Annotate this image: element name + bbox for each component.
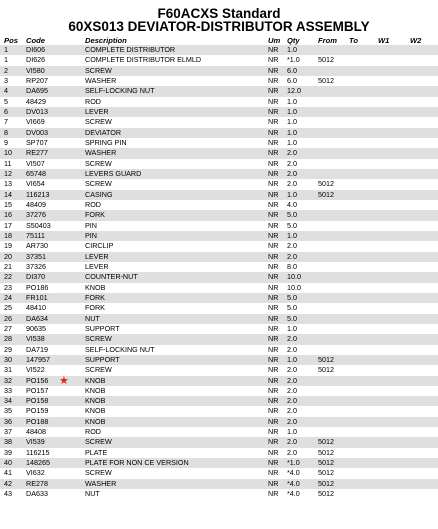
table-row bbox=[0, 272, 438, 282]
part-pos: 40 bbox=[4, 458, 12, 468]
part-um: NR bbox=[268, 437, 279, 447]
part-code: DA633 bbox=[26, 489, 48, 499]
part-pos: 32 bbox=[4, 375, 12, 385]
table-row bbox=[0, 479, 438, 489]
part-pos: 24 bbox=[4, 292, 12, 302]
part-qty: 2.0 bbox=[287, 168, 297, 178]
part-qty: 5.0 bbox=[287, 313, 297, 323]
part-um: NR bbox=[268, 323, 279, 333]
part-code: VI538 bbox=[26, 334, 45, 344]
part-qty: *1.0 bbox=[287, 55, 300, 65]
part-description: FORK bbox=[85, 292, 105, 302]
part-pos: 31 bbox=[4, 365, 12, 375]
part-qty: 1.0 bbox=[287, 323, 297, 333]
part-code: 37351 bbox=[26, 251, 46, 261]
part-qty: 2.0 bbox=[287, 148, 297, 158]
part-code: 65748 bbox=[26, 168, 46, 178]
part-qty: 10.0 bbox=[287, 272, 301, 282]
part-qty: *4.0 bbox=[287, 468, 300, 478]
part-pos: 2 bbox=[4, 65, 8, 75]
part-code: VI580 bbox=[26, 65, 45, 75]
part-description: SCREW bbox=[85, 117, 112, 127]
table-row bbox=[0, 324, 438, 334]
part-code: 48429 bbox=[26, 96, 46, 106]
part-code: 116213 bbox=[26, 189, 50, 199]
table-row bbox=[0, 262, 438, 272]
part-description: SUPPORT bbox=[85, 354, 120, 364]
table-row bbox=[0, 355, 438, 365]
part-qty: 1.0 bbox=[287, 427, 297, 437]
part-code: 48410 bbox=[26, 303, 46, 313]
part-pos: 39 bbox=[4, 447, 12, 457]
part-qty: 1.0 bbox=[287, 106, 297, 116]
part-description: ROD bbox=[85, 427, 101, 437]
part-code: 75111 bbox=[26, 230, 45, 240]
part-qty: 2.0 bbox=[287, 385, 297, 395]
parts-table bbox=[0, 45, 438, 499]
table-row bbox=[0, 159, 438, 169]
part-pos: 13 bbox=[4, 179, 12, 189]
part-description: DEVIATOR bbox=[85, 127, 122, 137]
part-um: NR bbox=[268, 179, 279, 189]
part-pos: 3 bbox=[4, 75, 8, 85]
part-qty: 1.0 bbox=[287, 137, 297, 147]
part-description: SCREW bbox=[85, 437, 112, 447]
table-row bbox=[0, 66, 438, 76]
header-to: To bbox=[349, 36, 358, 45]
part-code: PO156 bbox=[26, 375, 49, 385]
part-pos: 27 bbox=[4, 323, 12, 333]
part-description: SCREW bbox=[85, 468, 112, 478]
part-from: 5012 bbox=[318, 437, 334, 447]
part-pos: 1 bbox=[4, 55, 8, 65]
part-qty: 1.0 bbox=[287, 117, 297, 127]
table-row bbox=[0, 179, 438, 189]
part-description: WASHER bbox=[85, 148, 117, 158]
assembly-title: 60XS013 DEVIATOR-DISTRIBUTOR ASSEMBLY bbox=[68, 19, 370, 34]
part-description: COMPLETE DISTRIBUTOR ELMLD bbox=[85, 55, 202, 65]
part-qty: *1.0 bbox=[287, 458, 300, 468]
part-description: COUNTER-NUT bbox=[85, 272, 138, 282]
part-um: NR bbox=[268, 45, 279, 54]
part-um: NR bbox=[268, 210, 279, 220]
part-pos: 26 bbox=[4, 313, 12, 323]
table-row bbox=[0, 128, 438, 138]
part-pos: 37 bbox=[4, 427, 12, 437]
part-code: RE278 bbox=[26, 478, 48, 488]
part-pos: 34 bbox=[4, 396, 12, 406]
part-qty: *4.0 bbox=[287, 478, 300, 488]
part-description: SPRING PIN bbox=[85, 137, 127, 147]
part-um: NR bbox=[268, 427, 279, 437]
part-qty: 2.0 bbox=[287, 158, 297, 168]
part-description: LEVER bbox=[85, 251, 109, 261]
part-um: NR bbox=[268, 458, 279, 468]
star-icon[interactable]: ★ bbox=[59, 374, 69, 387]
part-pos: 11 bbox=[4, 158, 12, 168]
part-um: NR bbox=[268, 447, 279, 457]
table-row bbox=[0, 107, 438, 117]
part-qty: 2.0 bbox=[287, 416, 297, 426]
header-um: Um bbox=[268, 36, 281, 45]
part-um: NR bbox=[268, 385, 279, 395]
part-code: DI626 bbox=[26, 55, 46, 65]
part-from: 5012 bbox=[318, 478, 334, 488]
part-code: VI539 bbox=[26, 437, 45, 447]
part-pos: 25 bbox=[4, 303, 12, 313]
part-um: NR bbox=[268, 65, 279, 75]
part-pos: 29 bbox=[4, 344, 12, 354]
part-um: NR bbox=[268, 292, 279, 302]
part-description: ROD bbox=[85, 96, 101, 106]
part-pos: 20 bbox=[4, 251, 12, 261]
part-code: DV003 bbox=[26, 127, 48, 137]
part-description: SCREW bbox=[85, 365, 112, 375]
table-row bbox=[0, 148, 438, 158]
part-um: NR bbox=[268, 117, 279, 127]
part-from: 5012 bbox=[318, 55, 334, 65]
part-description: SCREW bbox=[85, 158, 112, 168]
part-um: NR bbox=[268, 220, 279, 230]
part-code: VI632 bbox=[26, 468, 45, 478]
part-qty: 1.0 bbox=[287, 127, 297, 137]
part-from: 5012 bbox=[318, 365, 334, 375]
table-row bbox=[0, 458, 438, 468]
table-row bbox=[0, 117, 438, 127]
part-qty: 2.0 bbox=[287, 375, 297, 385]
part-qty: 2.0 bbox=[287, 365, 297, 375]
part-description: PLATE bbox=[85, 447, 108, 457]
part-from: 5012 bbox=[318, 489, 334, 499]
part-qty: 12.0 bbox=[287, 86, 301, 96]
part-code: VI654 bbox=[26, 179, 45, 189]
part-pos: 14 bbox=[4, 189, 12, 199]
table-row bbox=[0, 437, 438, 447]
part-code: RP207 bbox=[26, 75, 48, 85]
table-row bbox=[0, 365, 438, 375]
part-from: 5012 bbox=[318, 447, 334, 457]
part-description: WASHER bbox=[85, 75, 117, 85]
header-code: Code bbox=[26, 36, 45, 45]
part-from: 5012 bbox=[318, 458, 334, 468]
table-row bbox=[0, 241, 438, 251]
part-pos: 42 bbox=[4, 478, 12, 488]
table-row bbox=[0, 169, 438, 179]
part-description: LEVER bbox=[85, 261, 109, 271]
part-code: 37276 bbox=[26, 210, 46, 220]
part-code: DA634 bbox=[26, 313, 48, 323]
model-title: F60ACXS Standard bbox=[157, 6, 281, 21]
table-row bbox=[0, 138, 438, 148]
part-qty: 6.0 bbox=[287, 75, 297, 85]
part-description: KNOB bbox=[85, 282, 106, 292]
part-um: NR bbox=[268, 468, 279, 478]
part-qty: 5.0 bbox=[287, 220, 297, 230]
part-description: LEVER bbox=[85, 106, 109, 116]
table-row bbox=[0, 210, 438, 220]
part-code: 48409 bbox=[26, 199, 46, 209]
part-from: 5012 bbox=[318, 75, 334, 85]
part-qty: 5.0 bbox=[287, 210, 297, 220]
part-pos: 38 bbox=[4, 437, 12, 447]
part-um: NR bbox=[268, 303, 279, 313]
table-row bbox=[0, 376, 438, 386]
part-description: ROD bbox=[85, 199, 101, 209]
part-description: WASHER bbox=[85, 478, 117, 488]
part-pos: 6 bbox=[4, 106, 8, 116]
part-code: PO188 bbox=[26, 416, 49, 426]
table-row bbox=[0, 45, 438, 55]
part-qty: 2.0 bbox=[287, 344, 297, 354]
part-qty: 5.0 bbox=[287, 292, 297, 302]
part-um: NR bbox=[268, 478, 279, 488]
part-qty: 1.0 bbox=[287, 230, 297, 240]
part-description: LEVERS GUARD bbox=[85, 168, 142, 178]
part-from: 5012 bbox=[318, 468, 334, 478]
part-qty: 1.0 bbox=[287, 354, 297, 364]
part-pos: 33 bbox=[4, 385, 12, 395]
part-pos: 36 bbox=[4, 416, 12, 426]
table-row bbox=[0, 231, 438, 241]
part-um: NR bbox=[268, 334, 279, 344]
part-description: KNOB bbox=[85, 416, 106, 426]
part-code: 116215 bbox=[26, 447, 50, 457]
part-qty: 6.0 bbox=[287, 65, 297, 75]
part-description: KNOB bbox=[85, 396, 106, 406]
part-qty: 2.0 bbox=[287, 437, 297, 447]
part-description: KNOB bbox=[85, 385, 106, 395]
part-pos: 10 bbox=[4, 148, 12, 158]
part-code: PO159 bbox=[26, 406, 49, 416]
part-qty: 5.0 bbox=[287, 303, 297, 313]
part-description: SCREW bbox=[85, 334, 112, 344]
part-um: NR bbox=[268, 106, 279, 116]
part-qty: 1.0 bbox=[287, 189, 297, 199]
part-code: AR730 bbox=[26, 241, 48, 251]
table-row bbox=[0, 283, 438, 293]
table-row bbox=[0, 55, 438, 65]
part-qty: 2.0 bbox=[287, 406, 297, 416]
part-pos: 30 bbox=[4, 354, 12, 364]
header-w2: W2 bbox=[410, 36, 422, 45]
part-um: NR bbox=[268, 251, 279, 261]
part-um: NR bbox=[268, 375, 279, 385]
part-code: DI370 bbox=[26, 272, 46, 282]
part-um: NR bbox=[268, 199, 279, 209]
part-pos: 1 bbox=[4, 45, 8, 54]
part-um: NR bbox=[268, 148, 279, 158]
part-code: DI606 bbox=[26, 45, 46, 54]
part-um: NR bbox=[268, 241, 279, 251]
part-qty: 2.0 bbox=[287, 241, 297, 251]
table-row bbox=[0, 221, 438, 231]
part-pos: 17 bbox=[4, 220, 12, 230]
part-code: S50403 bbox=[26, 220, 51, 230]
part-qty: 8.0 bbox=[287, 261, 297, 271]
part-description: PLATE FOR NON CE VERSION bbox=[85, 458, 189, 468]
part-code: 48408 bbox=[26, 427, 46, 437]
part-description: FORK bbox=[85, 210, 105, 220]
part-qty: 4.0 bbox=[287, 199, 297, 209]
header-qty: Qty bbox=[287, 36, 300, 45]
part-um: NR bbox=[268, 261, 279, 271]
part-um: NR bbox=[268, 158, 279, 168]
part-um: NR bbox=[268, 416, 279, 426]
part-um: NR bbox=[268, 313, 279, 323]
part-pos: 9 bbox=[4, 137, 8, 147]
part-description: KNOB bbox=[85, 375, 106, 385]
part-description: PIN bbox=[85, 230, 97, 240]
table-row bbox=[0, 468, 438, 478]
part-um: NR bbox=[268, 489, 279, 499]
part-pos: 41 bbox=[4, 468, 12, 478]
table-row bbox=[0, 303, 438, 313]
part-pos: 15 bbox=[4, 199, 12, 209]
table-row bbox=[0, 200, 438, 210]
part-um: NR bbox=[268, 96, 279, 106]
table-row bbox=[0, 345, 438, 355]
header-pos: Pos bbox=[4, 36, 18, 45]
part-pos: 8 bbox=[4, 127, 8, 137]
part-from: 5012 bbox=[318, 179, 334, 189]
header-description: Description bbox=[85, 36, 127, 45]
part-um: NR bbox=[268, 344, 279, 354]
part-description: PIN bbox=[85, 220, 97, 230]
table-row bbox=[0, 252, 438, 262]
part-code: PO186 bbox=[26, 282, 49, 292]
table-row bbox=[0, 314, 438, 324]
part-code: FR101 bbox=[26, 292, 48, 302]
table-row bbox=[0, 86, 438, 96]
part-pos: 5 bbox=[4, 96, 8, 106]
part-um: NR bbox=[268, 137, 279, 147]
part-description: SELF-LOCKING NUT bbox=[85, 86, 155, 96]
part-code: RE277 bbox=[26, 148, 48, 158]
part-qty: 10.0 bbox=[287, 282, 301, 292]
table-row bbox=[0, 97, 438, 107]
table-row bbox=[0, 489, 438, 499]
part-from: 5012 bbox=[318, 354, 334, 364]
part-qty: 2.0 bbox=[287, 179, 297, 189]
part-code: 37326 bbox=[26, 261, 46, 271]
part-um: NR bbox=[268, 282, 279, 292]
part-code: PO157 bbox=[26, 385, 49, 395]
part-description: SELF-LOCKING NUT bbox=[85, 344, 155, 354]
part-pos: 43 bbox=[4, 489, 12, 499]
part-um: NR bbox=[268, 86, 279, 96]
table-row bbox=[0, 190, 438, 200]
part-description: SCREW bbox=[85, 65, 112, 75]
part-qty: 1.0 bbox=[287, 96, 297, 106]
part-description: SCREW bbox=[85, 179, 112, 189]
part-pos: 16 bbox=[4, 210, 12, 220]
part-description: CASING bbox=[85, 189, 113, 199]
part-pos: 19 bbox=[4, 241, 12, 251]
table-row bbox=[0, 417, 438, 427]
part-description: KNOB bbox=[85, 406, 106, 416]
part-um: NR bbox=[268, 365, 279, 375]
part-pos: 23 bbox=[4, 282, 12, 292]
part-description: SUPPORT bbox=[85, 323, 120, 333]
part-qty: *4.0 bbox=[287, 489, 300, 499]
part-code: SP707 bbox=[26, 137, 48, 147]
part-description: NUT bbox=[85, 313, 100, 323]
part-description: NUT bbox=[85, 489, 100, 499]
part-code: VI507 bbox=[26, 158, 45, 168]
part-pos: 18 bbox=[4, 230, 12, 240]
part-description: COMPLETE DISTRIBUTOR bbox=[85, 45, 176, 54]
part-code: 147957 bbox=[26, 354, 50, 364]
table-row bbox=[0, 386, 438, 396]
part-qty: 2.0 bbox=[287, 447, 297, 457]
part-um: NR bbox=[268, 354, 279, 364]
header-w1: W1 bbox=[378, 36, 390, 45]
table-row bbox=[0, 334, 438, 344]
part-code: VI522 bbox=[26, 365, 45, 375]
table-row bbox=[0, 427, 438, 437]
part-pos: 21 bbox=[4, 261, 12, 271]
part-code: DA695 bbox=[26, 86, 48, 96]
part-um: NR bbox=[268, 127, 279, 137]
part-code: DV013 bbox=[26, 106, 48, 116]
part-um: NR bbox=[268, 272, 279, 282]
part-qty: 2.0 bbox=[287, 396, 297, 406]
table-row bbox=[0, 293, 438, 303]
part-pos: 7 bbox=[4, 117, 8, 127]
part-um: NR bbox=[268, 168, 279, 178]
part-um: NR bbox=[268, 406, 279, 416]
part-code: 148265 bbox=[26, 458, 50, 468]
part-from: 5012 bbox=[318, 189, 334, 199]
part-description: FORK bbox=[85, 303, 105, 313]
part-pos: 22 bbox=[4, 272, 12, 282]
part-qty: 2.0 bbox=[287, 251, 297, 261]
part-um: NR bbox=[268, 396, 279, 406]
table-row bbox=[0, 76, 438, 86]
part-code: VI669 bbox=[26, 117, 45, 127]
table-row bbox=[0, 406, 438, 416]
part-qty: 1.0 bbox=[287, 45, 297, 54]
part-pos: 12 bbox=[4, 168, 12, 178]
part-description: CIRCLIP bbox=[85, 241, 114, 251]
header-from: From bbox=[318, 36, 337, 45]
part-um: NR bbox=[268, 230, 279, 240]
part-code: 90635 bbox=[26, 323, 46, 333]
part-qty: 2.0 bbox=[287, 334, 297, 344]
part-um: NR bbox=[268, 75, 279, 85]
part-um: NR bbox=[268, 189, 279, 199]
part-pos: 35 bbox=[4, 406, 12, 416]
part-code: PO158 bbox=[26, 396, 49, 406]
part-pos: 28 bbox=[4, 334, 12, 344]
part-um: NR bbox=[268, 55, 279, 65]
table-row bbox=[0, 448, 438, 458]
part-pos: 4 bbox=[4, 86, 8, 96]
part-code: DA719 bbox=[26, 344, 48, 354]
table-row bbox=[0, 396, 438, 406]
